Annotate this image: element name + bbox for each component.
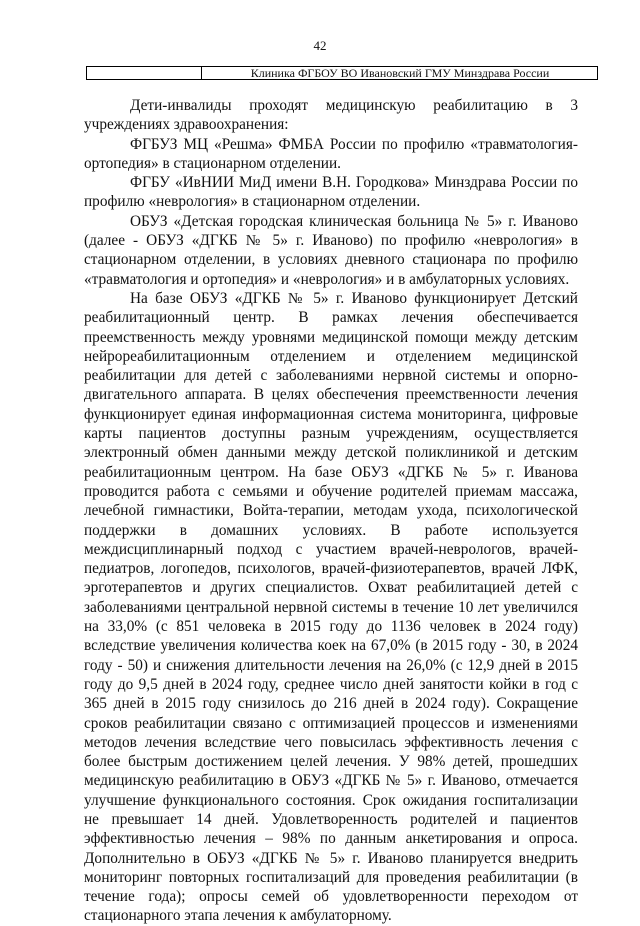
paragraph-2: ФГБУЗ МЦ «Решма» ФМБА России по профилю «травматология-ортопедия» в стационарном отделении. [84, 135, 578, 172]
paragraph-4: ОБУЗ «Детская городская клиническая больница № 5» г. Иваново (далее - ОБУЗ «ДГКБ № 5» г. Иваново) по профилю «неврология» в стационарном отделении, в условиях дневного стационара по профилю «травматология и ортопедия» и «неврология» и в амбулаторных условиях. [84, 212, 578, 288]
paragraph-5: На базе ОБУЗ «ДГКБ № 5» г. Иваново функционирует Детский реабилитационный центр. В рамках лечения обеспечивается преемственность между уровнями медицинской помощи между детским нейрореабилитационным отделением и отделением медицинской реабилитации для детей с заболеваниями нервной системы и опорно-двигательного аппарата. В целях обеспечения преемственности лечения функционирует единая информационная система мониторинга, цифровые карты пациентов доступны разным учреждениям, осуществляется электронный обмен данными между детской поликлиникой и детским реабилитационным центром. На базе ОБУЗ «ДГКБ № 5» г. Иванова проводится работа с семьями и обучение родителей приемам массажа, лечебной гимнастики, Войта-терапии, методам ухода, психологической поддержки в домашних условиях. В работе используется междисциплинарный подход с участием врачей-неврологов, врачей-педиатров, логопедов, психологов, врачей-физиотерапевтов, врачей ЛФК, эрготерапевтов и других специалистов. Охват реабилитацией детей с заболеваниями центральной нервной системы в течение 10 лет увеличился на 33,0% (с 851 человека в 2015 году до 1136 человек в 2024 году) вследствие увеличения количества коек на 67,0% (в 2015 году - 30, в 2024 году - 50) и снижения длительности лечения на 26,0% (с 12,9 дней в 2015 году до 9,5 дней в 2024 году, среднее число дней занятости койки в год с 365 дней в 2015 году снизилось до 216 дней в 2024 году). Сокращение сроков реабилитации связано с оптимизацией процессов и изменениями методов лечения вследствие чего повысилась эффективность лечения с более быстрым достижением целей лечения. У 98% детей, прошедших медицинскую реабилитацию в ОБУЗ «ДГКБ № 5» г. Иваново, отмечается улучшение функционального состояния. Срок ожидания госпитализации не превышает 14 дней. Удовлетворенность родителей и пациентов эффективностью лечения – 98% по данным анкетирования и опроса. Дополнительно в ОБУЗ «ДГКБ № 5» г. Иваново планируется внедрить мониторинг повторных госпитализаций для проведения реабилитации (в течение года); опросы семей об удовлетворенности переходом от стационарного этапа лечения к амбулаторному. [84, 289, 578, 925]
paragraph-1: Дети-инвалиды проходят медицинскую реабилитацию в 3 учреждениях здравоохранения: [84, 97, 578, 134]
body-text [84, 96, 578, 926]
header-divider [201, 67, 202, 79]
page-number: 42 [313, 38, 327, 53]
paragraph-3: ФГБУ «ИвНИИ МиД имени В.Н. Городкова» Минздрава России по профилю «неврология» в стационарном отделении. [84, 174, 578, 211]
running-header [86, 66, 598, 80]
header-title: Клиника ФГБОУ ВО Ивановский ГМУ Минздрава России [250, 66, 550, 80]
